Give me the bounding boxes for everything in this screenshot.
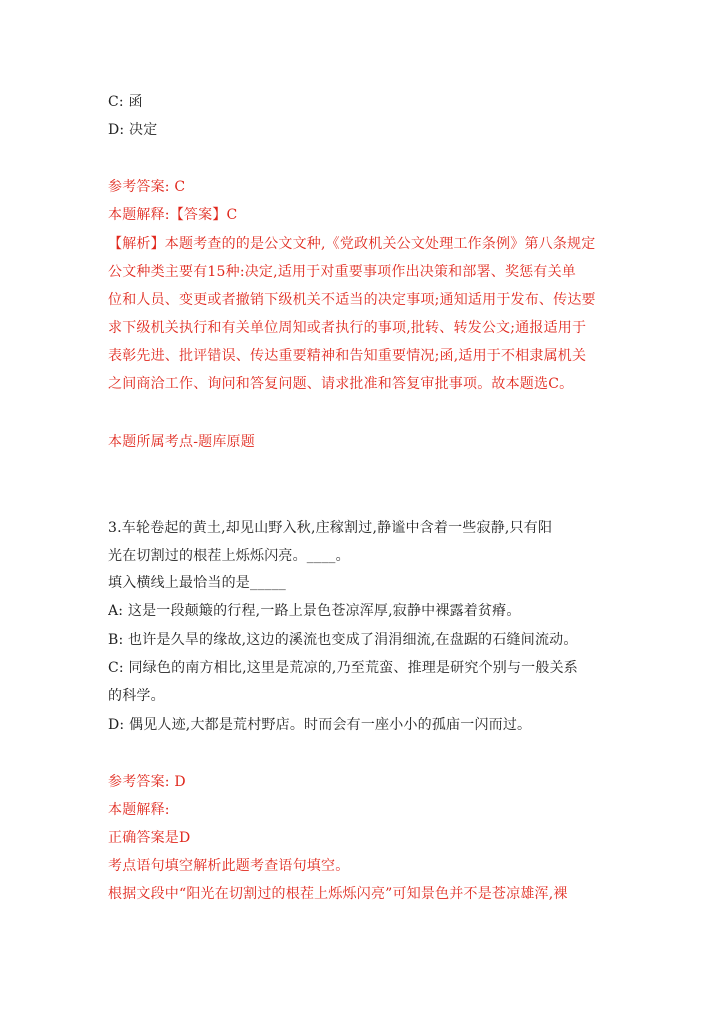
q3-option-d: D: 偶见人迹,大都是荒村野店。时而会有一座小小的孤庙一闪而过。 <box>108 717 532 733</box>
q3-option-b: B: 也许是久旱的缘故,这边的溪流也变成了涓涓细流,在盘踞的石缝间流动。 <box>108 632 578 648</box>
q3-basis: 根据文段中“阳光在切割过的根茬上烁烁闪亮”可知景色并不是苍凉雄浑,裸 <box>108 886 568 902</box>
q2-source: 本题所属考点-题库原题 <box>108 434 255 450</box>
q3-correct: 正确答案是D <box>108 830 191 846</box>
q2-analysis-line: 表彰先进、批评错误、传达重要精神和告知重要情况;函,适用于不相隶属机关 <box>108 348 587 364</box>
q3-explanation-label: 本题解释: <box>108 802 170 818</box>
q2-analysis-line: 【解析】本题考查的的是公文文种,《党政机关公文处理工作条例》第八条规定 <box>108 236 596 252</box>
q2-option-d: D: 决定 <box>108 122 158 138</box>
q2-explanation-label: 本题解释:【答案】C <box>108 207 238 223</box>
q2-option-c: C: 函 <box>108 94 143 110</box>
q3-prompt: 填入横线上最恰当的是_____ <box>108 575 286 591</box>
q2-analysis-line: 位和人员、变更或者撤销下级机关不适当的决定事项;通知适用于发布、传达要 <box>108 292 596 308</box>
q3-stem <box>108 514 613 570</box>
q2-analysis-line: 求下级机关执行和有关单位周知或者执行的事项,批转、转发公文;通报适用于 <box>108 320 587 336</box>
q3-option-c-line: 的科学。 <box>108 688 165 704</box>
q3-stem-line: 3.车轮卷起的黄土,却见山野入秋,庄稼割过,静谧中含着一些寂静,只有阳 <box>108 520 553 536</box>
q3-answer: 参考答案: D <box>108 774 186 790</box>
q3-option-a: A: 这是一段颠簸的行程,一路上景色苍凉浑厚,寂静中裸露着贫瘠。 <box>108 603 521 619</box>
q2-analysis-line: 公文种类主要有15种:决定,适用于对重要事项作出决策和部署、奖惩有关单 <box>108 264 576 280</box>
q2-analysis <box>108 230 613 398</box>
q3-stem-line: 光在切割过的根茬上烁烁闪亮。____。 <box>108 548 350 564</box>
q3-option-c <box>108 654 613 710</box>
q2-analysis-line: 之间商洽工作、询问和答复问题、请求批准和答复审批事项。故本题选C。 <box>108 376 574 392</box>
q3-option-c-line: C: 同绿色的南方相比,这里是荒凉的,乃至荒蛮、推理是研究个别与一般关系 <box>108 660 578 676</box>
q3-point: 考点语句填空解析此题考查语句填空。 <box>108 858 350 874</box>
q2-answer: 参考答案: C <box>108 179 186 195</box>
